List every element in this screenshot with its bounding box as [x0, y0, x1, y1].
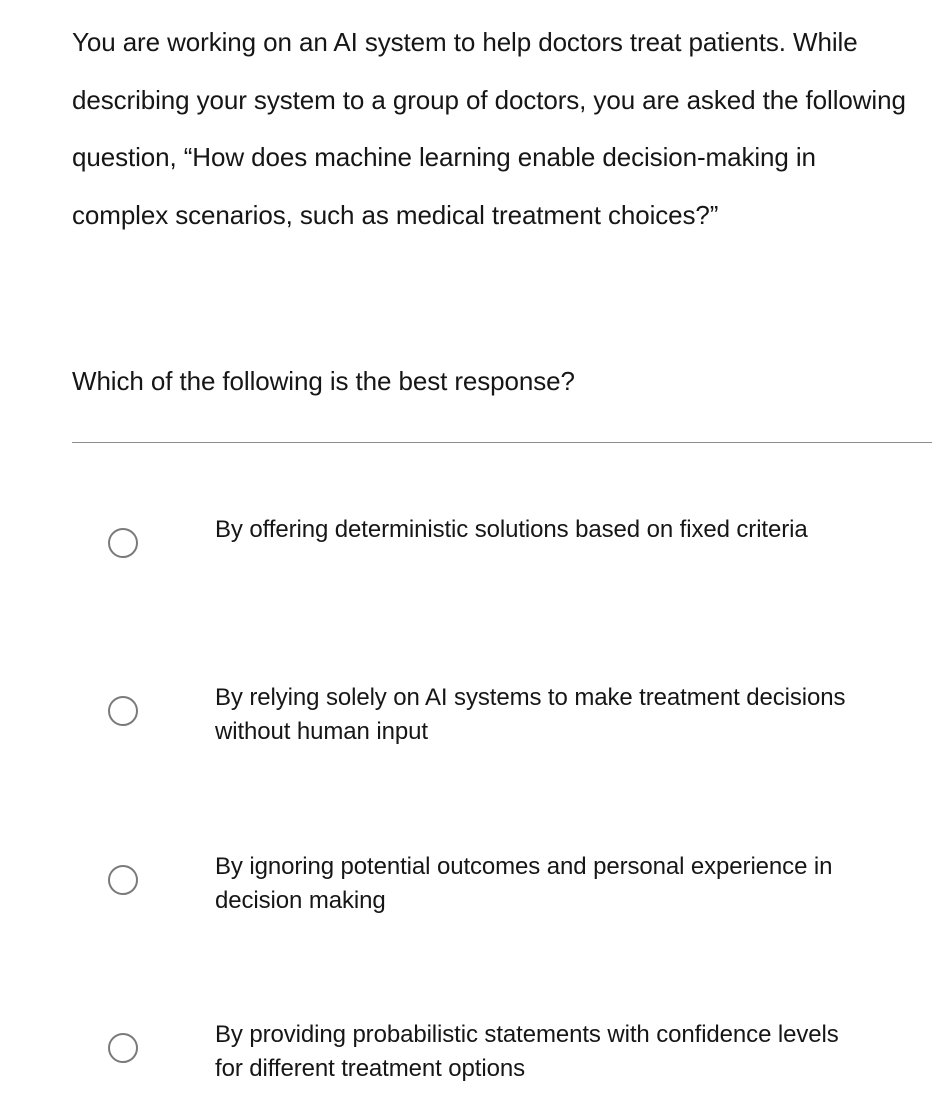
question-prompt: Which of the following is the best response?: [72, 366, 575, 396]
answer-option-label[interactable]: By ignoring potential outcomes and personal experience in decision making: [215, 853, 833, 914]
answer-option-4[interactable]: [100, 1018, 920, 1098]
radio-button-icon[interactable]: [108, 865, 138, 895]
question-scenario-text: You are working on an AI system to help doctors treat patients. While describing your system to a group of doctors, you are asked the following question, “How does machine learning enable decision-making in complex scenarios, such as medical treatment choices?”: [72, 27, 906, 230]
answer-option-3[interactable]: [100, 850, 920, 930]
answer-option-2[interactable]: [100, 681, 920, 761]
answer-option-label[interactable]: By relying solely on AI systems to make treatment decisions without human input: [215, 684, 846, 745]
radio-button-icon[interactable]: [108, 528, 138, 558]
radio-button-icon[interactable]: [108, 696, 138, 726]
radio-button-icon[interactable]: [108, 1033, 138, 1063]
answer-option-label[interactable]: By providing probabilistic statements with confidence levels for different treatment options: [215, 1021, 839, 1082]
answer-option-1[interactable]: [100, 513, 920, 593]
answer-option-label[interactable]: By offering deterministic solutions based on fixed criteria: [215, 516, 808, 543]
